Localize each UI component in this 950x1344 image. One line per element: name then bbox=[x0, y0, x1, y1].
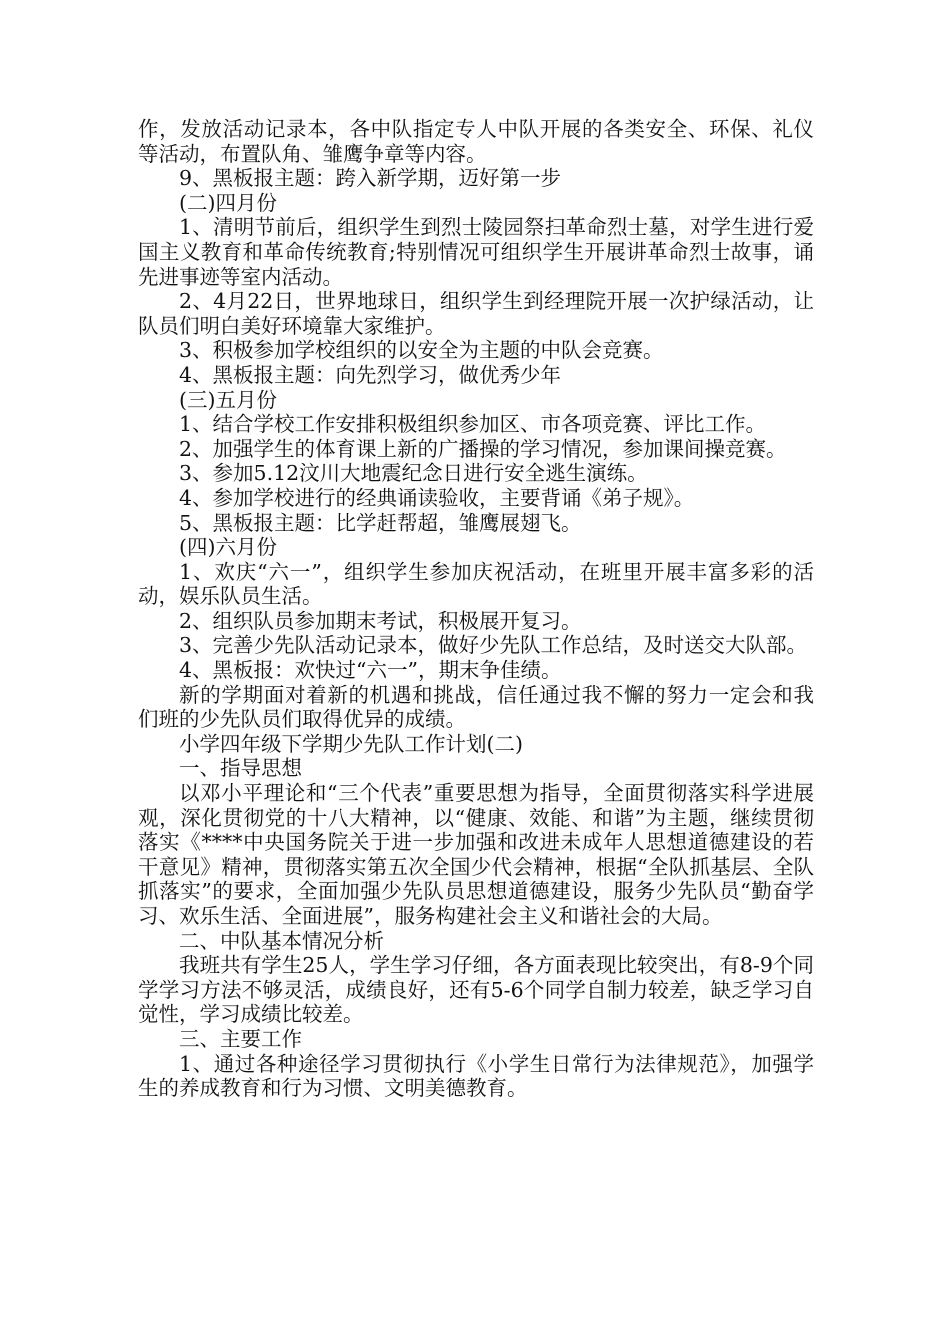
paragraph: 我班共有学生25人，学生学习仔细，各方面表现比较突出，有8-9个同学学习方法不够灵活，成绩良好，还有5-6个同学自制力较差，缺乏学习自觉性，学习成绩比较差。 bbox=[138, 953, 814, 1027]
paragraph: 3、完善少先队活动记录本，做好少先队工作总结，及时送交大队部。 bbox=[179, 633, 808, 658]
document-page bbox=[138, 117, 814, 1101]
paragraph: 1、欢庆“六一”，组织学生参加庆祝活动，在班里开展丰富多彩的活动，娱乐队员生活。 bbox=[138, 559, 814, 609]
paragraph: 2、4月22日，世界地球日，组织学生到经理院开展一次护绿活动，让队员们明白美好环境靠大家维护。 bbox=[138, 289, 814, 338]
paragraph: 5、黑板报主题：比学赶帮超，雏鹰展翅飞。 bbox=[179, 510, 582, 535]
section-heading: (四)六月份 bbox=[179, 535, 277, 560]
paragraph: 2、组织队员参加期末考试，积极展开复习。 bbox=[179, 608, 582, 633]
paragraph: 4、黑板报主题：向先烈学习，做优秀少年 bbox=[179, 362, 562, 387]
section-heading: 三、主要工作 bbox=[179, 1026, 302, 1051]
paragraph: 作，发放活动记录本，各中队指定专人中队开展的各类安全、环保、礼仪等活动，布置队角、雏鹰争章等内容。 bbox=[138, 117, 814, 166]
paragraph: 1、清明节前后，组织学生到烈士陵园祭扫革命烈士墓，对学生进行爱国主义教育和革命传统教育;特别情况可组织学生开展讲革命烈士故事，诵先进事迹等室内活动。 bbox=[138, 215, 814, 289]
paragraph: 1、通过各种途径学习贯彻执行《小学生日常行为法律规范》，加强学生的养成教育和行为习惯、文明美德教育。 bbox=[138, 1051, 814, 1101]
paragraph: 2、加强学生的体育课上新的广播操的学习情况，参加课间操竞赛。 bbox=[179, 436, 787, 461]
paragraph: 4、参加学校进行的经典诵读验收，主要背诵《弟子规》。 bbox=[179, 485, 695, 510]
paragraph: 新的学期面对着新的机遇和挑战，信任通过我不懈的努力一定会和我们班的少先队员们取得优异的成绩。 bbox=[138, 682, 814, 732]
section-heading: 一、指导思想 bbox=[179, 756, 302, 781]
section-heading: (三)五月份 bbox=[179, 387, 277, 412]
paragraph: 4、黑板报：欢快过“六一”，期末争佳绩。 bbox=[179, 658, 562, 683]
paragraph: 9、黑板报主题：跨入新学期，迈好第一步 bbox=[179, 166, 562, 191]
paragraph: 以邓小平理论和“三个代表”重要思想为指导，全面贯彻落实科学进展观，深化贯彻党的十八大精神，以“健康、效能、和谐”为主题，继续贯彻落实《****中央国务院关于进一步加强和改进未成年人思想道德建设的若干意见》精神，贯彻落实第五次全国少代会精神，根据“全队抓基层、全队抓落实”的要求，全面加强少先队员思想道德建设，服务少先队员“勤奋学习、欢乐生活、全面进展”，服务构建社会主义和谐社会的大局。 bbox=[138, 781, 814, 928]
section-heading: (二)四月份 bbox=[179, 190, 277, 215]
document-title: 小学四年级下学期少先队工作计划(二) bbox=[179, 731, 523, 756]
section-heading: 二、中队基本情况分析 bbox=[179, 928, 384, 953]
paragraph: 3、参加5.12汶川大地震纪念日进行安全逃生演练。 bbox=[179, 461, 648, 486]
paragraph: 1、结合学校工作安排积极组织参加区、市各项竞赛、评比工作。 bbox=[179, 412, 767, 437]
paragraph: 3、积极参加学校组织的以安全为主题的中队会竞赛。 bbox=[179, 338, 664, 363]
